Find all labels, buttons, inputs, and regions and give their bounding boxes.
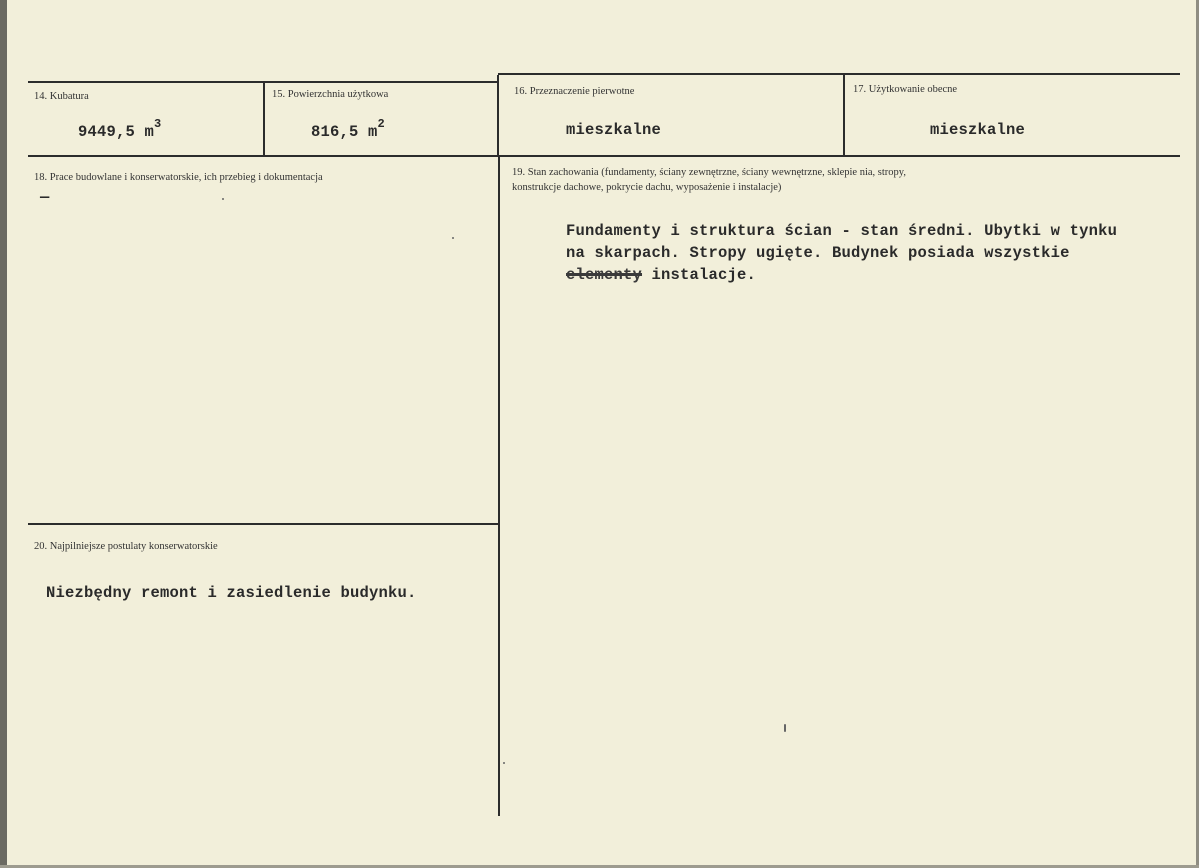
field14-value — [78, 117, 162, 142]
field19-label-line2: konstrukcje dachowe, pokrycie dachu, wyposażenie i instalacje) — [512, 182, 782, 193]
field18-label: 18. Prace budowlane i konserwatorskie, ich przebieg i dokumentacja — [34, 172, 323, 183]
rule-field20-top — [28, 523, 498, 525]
field20-value: Niezbędny remont i zasiedlenie budynku. — [46, 584, 417, 602]
field17-label: 17. Użytkowanie obecne — [853, 84, 958, 95]
paper-speck — [503, 762, 505, 764]
field15-exponent: 2 — [377, 117, 385, 131]
divider-15-16 — [497, 75, 499, 156]
divider-16-17 — [843, 75, 845, 156]
field15-label: 15. Powierzchnia użytkowa — [272, 89, 389, 100]
field17-value: mieszkalne — [930, 121, 1026, 139]
paper-speck — [222, 198, 224, 200]
field19-struck-word: elementy — [566, 266, 643, 284]
field16-value: mieszkalne — [566, 121, 662, 139]
field18-value: — — [40, 188, 50, 206]
divider-14-15 — [263, 82, 265, 156]
field19-label-line1: 19. Stan zachowania (fundamenty, ściany zewnętrzne, ściany wewnętrzne, sklepie nia, stropy, — [512, 167, 906, 178]
field19-text-line1: Fundamenty i struktura ścian - stan średni. Ubytki w tynku — [566, 222, 1118, 240]
field14-label: 14. Kubatura — [34, 91, 89, 102]
field14-number: 9449,5 m — [78, 123, 155, 142]
field15-number: 816,5 m — [311, 123, 378, 142]
paper-speck — [452, 237, 454, 239]
field19-text-line3-rest: instalacje. — [651, 266, 757, 284]
field14-exponent: 3 — [154, 117, 162, 131]
field15-value — [311, 117, 385, 142]
card-edge-left — [0, 0, 7, 868]
paper-speck — [784, 724, 786, 732]
field20-label: 20. Najpilniejsze postulaty konserwatorskie — [34, 541, 218, 552]
field19-text-line2: na skarpach. Stropy ugięte. Budynek posiada wszystkie — [566, 244, 1070, 262]
divider-main — [498, 156, 500, 816]
field19-text-line3 — [566, 266, 756, 284]
rule-row1-bottom — [28, 155, 1180, 157]
field16-label: 16. Przeznaczenie pierwotne — [514, 86, 635, 97]
rule-top-right — [498, 73, 1180, 75]
